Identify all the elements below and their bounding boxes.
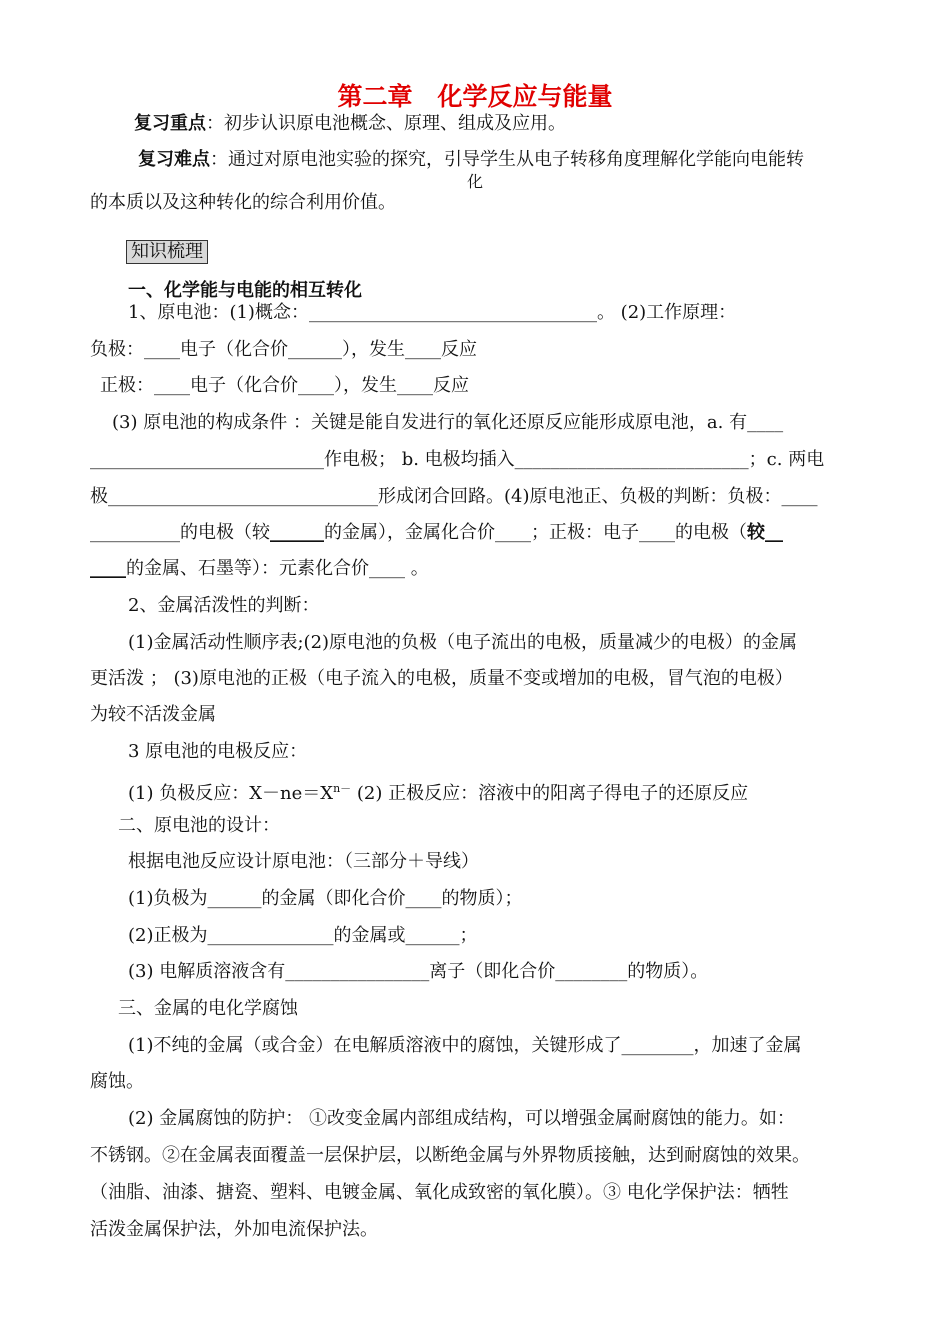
section3-heading: 三、金属的电化学腐蚀 (118, 998, 298, 1019)
section1-line7-blank: ______ (270, 522, 324, 543)
section1-line8-text: 的金属、石墨等）：元素化合价____ 。 (126, 558, 429, 579)
review-focus (134, 112, 566, 136)
section1-line2: 负极：____电子（化合价______），发生____反应 (90, 339, 477, 360)
review-difficulty-wrap: 化 (467, 172, 484, 191)
activity-heading: 2、金属活泼性的判断： (128, 595, 320, 616)
section1-line1: 1、原电池：(1)概念：________________________________。 (2)工作原理： (128, 302, 737, 323)
review-focus-label: 复习重点 (134, 113, 206, 134)
knowledge-section-label: 知识梳理 (126, 240, 208, 264)
section1-line4: (3) 原电池的构成条件 ：关键是能自发进行的氧化还原反应能形成原电池，a. 有____ (112, 412, 784, 433)
section1-line8 (90, 557, 429, 581)
review-difficulty-label: 复习难点 (138, 149, 210, 170)
section1-line7 (90, 521, 783, 545)
section1-line6: 极______________________________形成闭合回路。(4)原电池正、负极的判断：负极：____ (90, 486, 818, 507)
section2-item3: (3) 电解质溶液含有________________离子（即化合价________的物质）。 (128, 961, 709, 982)
section2-item2: (2)正极为______________的金属或______； (128, 925, 478, 946)
section1-line7-c: 的金属），金属化合价____；正极：电子____的电极（ (324, 522, 747, 543)
review-difficulty (138, 148, 804, 172)
section1-heading: 一、化学能与电能的相互转化 (128, 280, 362, 301)
section1-line5: __________________________作电极； b. 电极均插入__________________________；c. 两电 (90, 449, 825, 470)
activity-line3: 为较不活泼金属 (90, 704, 216, 725)
review-difficulty-cont: 的本质以及这种转化的综合利用价值。 (90, 192, 396, 213)
section3-protection1: (2) 金属腐蚀的防护： ①改变金属内部组成结构，可以增强金属耐腐蚀的能力。如： (128, 1108, 795, 1129)
section1-line7-bold: 较__ (747, 522, 783, 543)
section3-protection4: 活泼金属保护法，外加电流保护法。 (90, 1219, 378, 1240)
ion-charge: n－ (333, 782, 352, 795)
negative-reaction: (1) 负极反应：X－ne＝X (128, 783, 334, 804)
activity-line2: 更活泼 ； (3)原电池的正极（电子流入的电极，质量不变或增加的电极，冒气泡的电极） (90, 668, 793, 689)
section3-corrosion1: (1)不纯的金属（或合金）在电解质溶液中的腐蚀，关键形成了________，加速了金属 (128, 1035, 802, 1056)
review-focus-text: ：初步认识原电池概念、原理、组成及应用。 (206, 113, 566, 134)
electrode-reactions (128, 777, 748, 806)
activity-line1: (1)金属活动性顺序表;(2)原电池的负极（电子流出的电极，质量减少的电极）的金属 (128, 632, 798, 653)
section2-item1: (1)负极为______的金属（即化合价____的物质）； (128, 888, 523, 909)
electrode-heading: 3 原电池的电极反应： (128, 741, 308, 762)
review-difficulty-text: ：通过对原电池实验的探究，引导学生从电子转移角度理解化学能向电能转 (210, 149, 804, 170)
section1-line3: 正极：____电子（化合价____），发生____反应 (100, 375, 469, 396)
section1-line7-a: __________的电极（较 (90, 522, 270, 543)
section2-heading: 二、原电池的设计： (118, 815, 280, 836)
section1-line8-blank: ____ (90, 558, 126, 579)
section3-protection3: （油脂、油漆、搪瓷、塑料、电镀金属、氧化成致密的氧化膜）。③ 电化学保护法：牺牲 (90, 1182, 789, 1203)
section3-protection2: 不锈钢。②在金属表面覆盖一层保护层，以断绝金属与外界物质接触，达到耐腐蚀的效果。 (90, 1145, 810, 1166)
section2-intro: 根据电池反应设计原电池：（三部分＋导线） (128, 851, 479, 872)
positive-reaction: (2) 正极反应：溶液中的阳离子得电子的还原反应 (351, 783, 749, 804)
knowledge-section-box (126, 240, 208, 264)
section3-corrosion1-cont: 腐蚀。 (90, 1071, 144, 1092)
page-title: 第二章 化学反应与能量 (337, 82, 613, 111)
